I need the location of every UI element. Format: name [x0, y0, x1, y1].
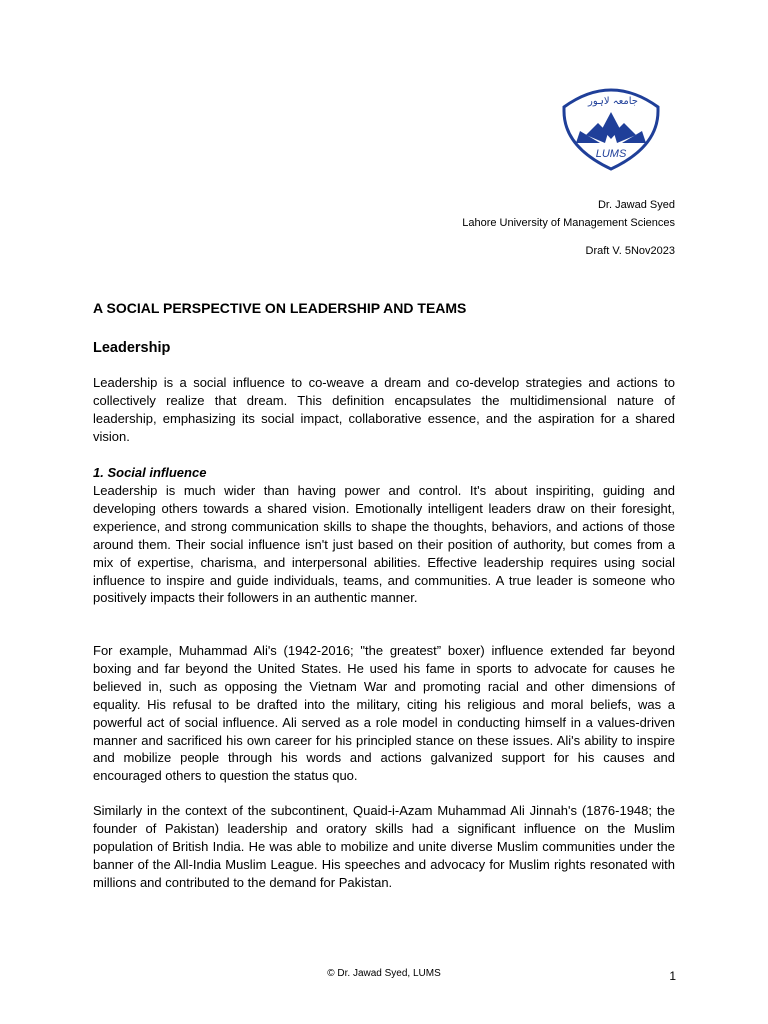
section-heading: Leadership — [93, 340, 171, 356]
ali-example-paragraph: For example, Muhammad Ali's (1942-2016; "the greatest” boxer) influence extended far beyond boxing and far beyond the United States. He used his fame in sports to advocate for causes he believed in, such as opposing the Vietnam War and promoting racial and other dimensions of equality. His refusal to be drafted into the military, citing his religious and moral beliefs, was a powerful act of social influence. Ali served as a role model in conducting himself in a values-driven manner and sacrificed his own career for his principled stance on these issues. Ali's ability to inspire and mobilize people through his words and actions galvanized support for his causes and encouraged others to question the status quo. — [93, 643, 675, 784]
author-block — [462, 196, 675, 232]
logo-text: LUMS — [595, 148, 627, 160]
author-affiliation: Lahore University of Management Sciences — [462, 217, 675, 229]
lums-logo — [560, 87, 662, 171]
social-influence-paragraph: Leadership is much wider than having power and control. It's about inspiriting, guiding and developing others towards a shared vision. Emotionally intelligent leaders draw on their foresight, experience, and strong communication skills to shape the thoughts, behaviors, and actions of those around them. Their social influence isn't just based on their position of authority, but comes from a mix of expertise, charisma, and interpersonal abilities. Effective leadership requires using social influence to inspire and guide individuals, teams, and communities. A true leader is someone who positively impacts their followers in an authentic manner. — [93, 483, 675, 606]
author-name: Dr. Jawad Syed — [597, 199, 675, 211]
page-number: 1 — [669, 969, 676, 983]
logo-urdu-text: جامعہ لاہور — [587, 96, 639, 107]
draft-version: Draft V. 5Nov2023 — [585, 245, 675, 257]
intro-paragraph: Leadership is a social influence to co-weave a dream and co-develop strategies and actions to collectively realize that dream. This definition encapsulates the multidimensional nature of leadership, emphasizing its social impact, collaborative essence, and the aspiration for a shared vision. — [93, 375, 675, 444]
subsection-heading: 1. Social influence — [93, 465, 207, 480]
document-title: A SOCIAL PERSPECTIVE ON LEADERSHIP AND TEAMS — [93, 300, 467, 316]
jinnah-example-paragraph: Similarly in the context of the subcontinent, Quaid-i-Azam Muhammad Ali Jinnah's (1876-1948; the founder of Pakistan) leadership and oratory skills had a significant influence on the Muslim population of British India. He was able to mobilize and unite diverse Muslim communities under the banner of the All-India Muslim League. His speeches and advocacy for Muslim rights resonated with millions and contributed to the demand for Pakistan. — [93, 803, 675, 890]
footer-copyright: © Dr. Jawad Syed, LUMS — [327, 968, 441, 979]
